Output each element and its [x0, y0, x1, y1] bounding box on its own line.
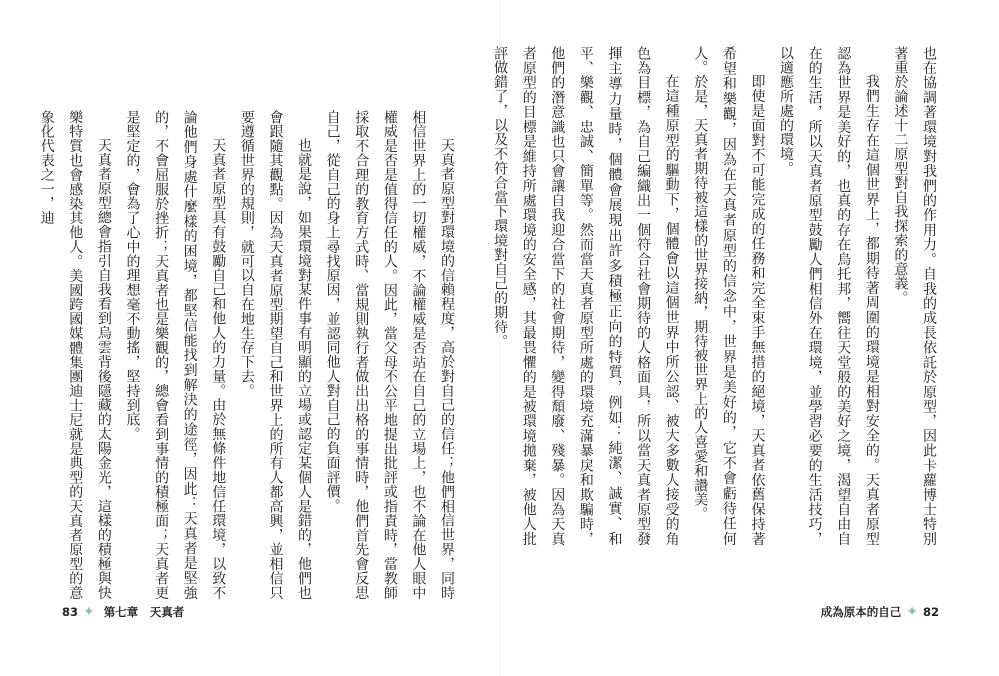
paragraph: 即使是面對不可能完成的任務和完全束手無措的絕境，天真者依舊保持著希望和樂觀，因為在天真者原型的信念中，世界是美好的，它不會虧待任何人。於是，天真者期待被這樣的世界接納，期待被世界上的人喜愛和讚美。: [692, 46, 766, 546]
left-page: [0, 0, 499, 676]
page-number: 82: [922, 605, 939, 619]
right-page-body: [492, 46, 943, 546]
four-point-star-icon: ✦: [906, 604, 918, 620]
paragraph: 天真者原型總會指引自我看到烏雲背後隱藏的太陽金光，這樣的積極與快樂特質也會感染其他人。美國跨國媒體集團迪士尼就是典型的天真者原型的意象化代表之一，迪: [38, 110, 112, 600]
paragraph: 也就是說，如果環境對某件事有明顯的立場或認定某個人是錯的，他們也會跟隨其觀點。因為天真者原型期望自己和世界上的所有人都高興，並相信只要遵循世界的規則，就可以自在地生存下去。: [238, 110, 313, 600]
left-page-body: [38, 110, 461, 600]
running-head: 成為原本的自己: [820, 605, 902, 619]
right-footer: [817, 604, 939, 620]
left-footer: [62, 604, 184, 620]
paragraph: 我們生存在這個世界上，都期待著周圍的環境是相對安全的。天真者原型認為世界是美好的，也真的存在烏托邦，嚮往天堂般的美好之境，渴望自由自在的生活，所以天真者原型鼓勵人們相信外在環境，並學習必要的生活技巧，以適應所處的環境。: [778, 46, 880, 546]
paragraph: 天真者原型對環境的信賴程度，高於對自己的信任；他們相信世界，同時相信世界上的一切權威，不論權威是否站在自己的立場上，也不論在他人眼中權威是否是值得信任的人。因此，當父母不公平地提出批評或指責時，當教師採取不合理的教育方式時、當規則執行者做出出格的事情時，他們首先會反思自己，從自己的身上尋找原因，並認同他人對自己的負面評價。: [324, 110, 455, 600]
page-number: 83: [62, 605, 79, 619]
four-point-star-icon: ✦: [83, 604, 95, 620]
paragraph: 在這種原型的驅動下，個體會以這個世界中所公認、被大多數人接受的角色為目標，為自己編織出一個符合社會期待的人格面具，所以當天真者原型發揮主導力量時，個體會展現出許多積極正向的特質，例如：純潔、誠實、和平、樂觀、忠誠、簡單等。然而當天真者原型所處的環境充滿暴戾和欺騙時，他們的潛意識也只會讓自我迎合當下的社會期待，變得頹廢、殘暴。因為天真者原型的目標是維持所處環境的安全感，其最畏懼的是被環境拋棄，被他人批評做錯了，以及不符合當下環境對自己的期待。: [492, 46, 680, 546]
paragraph: 也在協調著環境對我們的作用力。自我的成長依託於原型，因此卡蘿博士特別著重於論述十二原型對自我探索的意義。: [892, 46, 937, 546]
right-page: [492, 0, 999, 676]
running-head: 第七章 天真者: [103, 605, 185, 619]
paragraph: 天真者原型具有鼓勵自己和他人的力量。由於無條件地信任環境，以致不論他們身處什麼樣的困境，都堅信能找到解決的途徑，因此：天真者是堅強的，不會屈服於挫折；天真者也是樂觀的，總會看到事情的積極面；天真者更是堅定的，會為了心中的理想毫不動搖，堅持到底。: [124, 110, 227, 600]
